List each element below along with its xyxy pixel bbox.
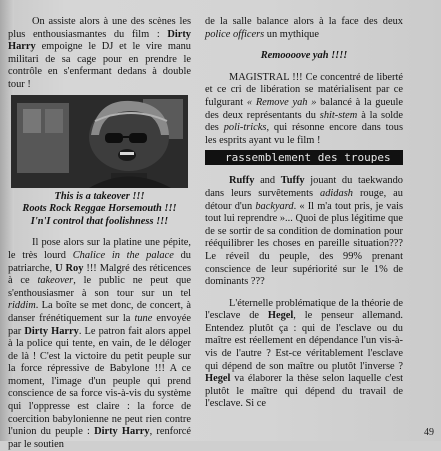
page-number: 49 [424,427,434,438]
left-paragraph-1: On assiste alors à une des scènes les plus enthousiasmantes du film : Dirty Harry empoigne le DJ et le vire manu militari de sa cage pour en prendre le contrôle en s'enfermant dedans à double tour ! [8,16,191,90]
photo-caption: This is a takeover !!! Roots Rock Reggae Horsemouth !!! I'n'I control that foolishness !!! [22,190,177,227]
right-column [205,16,403,411]
section-heading-bar: rassemblement des troupes [205,150,403,165]
left-column [8,16,191,451]
right-paragraph-1: de la salle balance alors à la face des deux police officers un mythique [205,16,403,40]
right-paragraph-2: MAGISTRAL !!! Ce concentré de liberté et ce cri de libération se matérialisent par ce fulgurant « Remove yah » balancé à la gueule des deux représentants du shit-stem à la solde des poli-tricks, qui résonne encore dans tous les esprits ayant vu le film ! [205,71,403,146]
name-dirty-harry: Dirty Harry [8,28,191,53]
film-still-photo [11,95,188,188]
right-paragraph-3: Ruffy and Tuffy jouant du taekwando dans leurs survêtements adidash rouge, au détour d'un backyard. « Il m'a tout pris, je vais tout lui reprendre »... Quoi de plus légitime que de se sortir de sa condition de domination pour rééquilibrer les choses en pareille situation??? Le réveil du peuple, des 99% prenant conscience de leur supériorité sur le 1% de dominants ??? [205,175,403,288]
right-paragraph-4: L'éternelle problématique de la théorie de l'esclave de Hegel, le penseur allemand. Entendez plutôt ça : qui de l'esclave ou du maître est réellement en dépendance l'un vis-à-vis de l'autre ? Est-ce véritablement l'esclave qui dépend de son maître ou plutôt l'inverse ? Hegel va élaborer la thèse selon laquelle c'est plutôt le maître qui dépend du travail de l'esclave. Si ce [205,297,403,410]
left-paragraph-2: Il pose alors sur la platine une pépite, le très lourd Chalice in the palace du patriarche, U Roy !!! Malgré des réticences à ce takeover, le public ne peut que s'enthousiasmer à son tour sur un tel riddim. La boîte se met donc, de concert, à danser frénétiquement sur la tune envoyée par Dirty Harry. Le patron fait alors appel à la police qui tente, en vain, de le déloger de là ! C'est la victoire du petit peuple sur la force répressive de Babylone !!! A ce moment, l'image d'un peuple qui prend conscience de sa force vis-à-vis du système qui l'oppresse est claire : la force de coercition babylonienne ne peut rien contre l'union du peuple : Dirty Harry, renforcé par le soutien [8,237,192,450]
remove-yah-shout: Remoooove yah !!!! [260,50,348,62]
film-still-illustration [11,95,188,188]
